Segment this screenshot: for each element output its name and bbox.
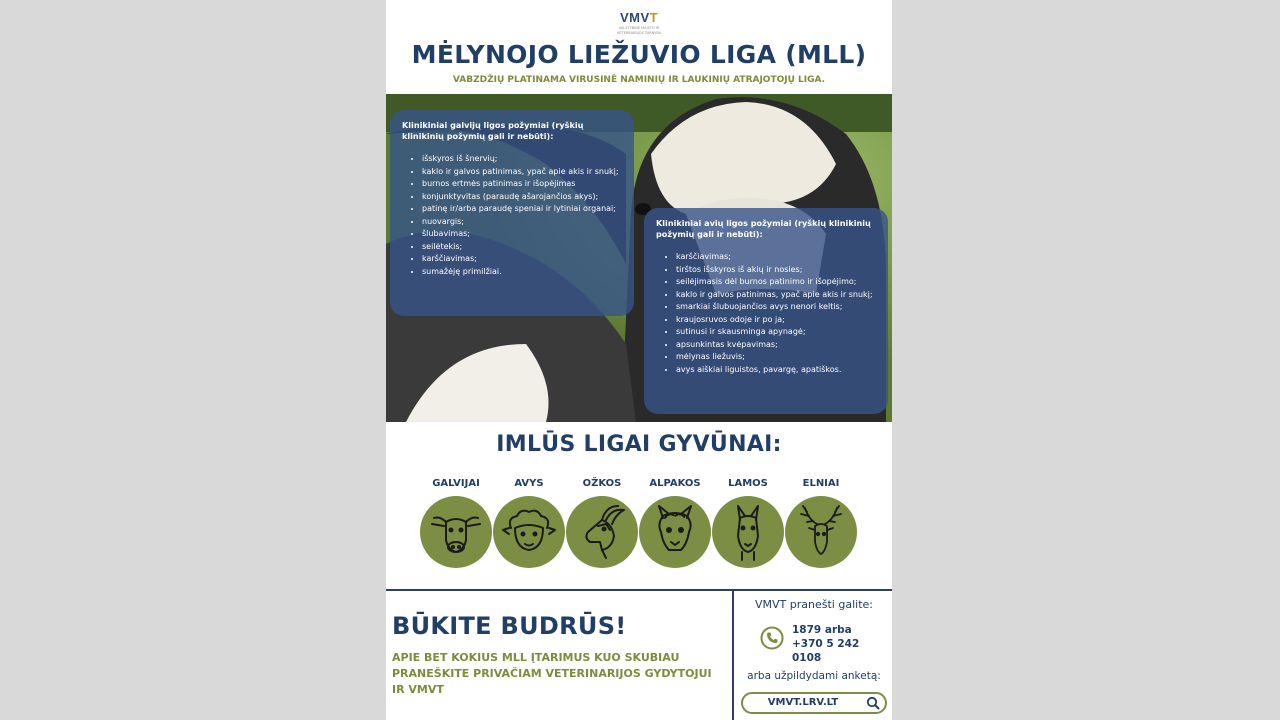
alert-text: APIE BET KOKIUS MLL ĮTARIMUS KUO SKUBIAU PRANEŠKITE PRIVAČIAM VETERINARIJOS GYDYTOJUI IR VMVT <box>392 651 712 696</box>
animal-llama <box>708 476 788 568</box>
logo-mark: T <box>649 10 659 25</box>
animal-cattle <box>416 476 496 568</box>
cow-icon <box>420 496 492 568</box>
cattle-symptoms-box <box>390 110 634 316</box>
animal-deer <box>781 476 861 568</box>
cattle-symptoms-heading: Klinikiniai galvijų ligos požymiai (ryškių klinikinių požymių gali ir nebūti): <box>402 120 584 141</box>
vmvt-logo <box>386 10 892 35</box>
animal-goat <box>562 476 642 568</box>
goat-icon <box>566 496 638 568</box>
list-item: • nuovargis; <box>422 216 624 229</box>
contact-title: VMVT pranešti galite: <box>755 598 873 611</box>
list-item: • karščiavimas; <box>422 253 624 266</box>
list-item: • avys aiškiai liguistos, pavargę, apatiškos. <box>676 364 878 377</box>
list-item: • seilėjimasis dėl burnos patinimo ir išopėjimo; <box>676 276 878 289</box>
sheep-symptoms-list <box>656 251 878 376</box>
phone-line-2: +370 5 242 0108 <box>792 638 860 664</box>
list-item: • patinę ir/arba paraudę speniai ir lytiniai organai; <box>422 203 624 216</box>
list-item: • išskyros iš šnervių; <box>422 153 624 166</box>
logo-subtitle-2: VETERINARIJOS TARNYBA <box>616 31 662 35</box>
list-item: • karščiavimas; <box>676 251 878 264</box>
animal-alpaca <box>635 476 715 568</box>
list-item: • sutinusi ir skausminga apynagė; <box>676 326 878 339</box>
sheep-icon <box>493 496 565 568</box>
list-item: • tirštos išskyros iš akių ir nosies; <box>676 264 878 277</box>
list-item: • sumažėję primilžiai. <box>422 266 624 279</box>
phone-line-1: 1879 arba <box>792 624 852 636</box>
deer-icon <box>785 496 857 568</box>
cattle-symptoms-list <box>402 153 624 278</box>
website-text: VMVT.LRV.LT <box>767 697 839 708</box>
animal-label: AVYS <box>514 478 544 489</box>
alert-title: BŪKITE BUDRŪS! <box>392 612 627 640</box>
list-item: • mėlynas liežuvis; <box>676 351 878 364</box>
poster-title: MĖLYNOJO LIEŽUVIO LIGA (MLL) <box>411 40 867 69</box>
sheep-symptoms-box <box>644 208 888 414</box>
animal-label: LAMOS <box>728 478 768 489</box>
list-item: • kaklo ir galvos patinimas, ypač apie akis ir snukį; <box>676 289 878 302</box>
sheep-symptoms-heading: Klinikiniai avių ligos požymiai (ryškių klinikinių požymių gali ir nebūti): <box>656 218 871 239</box>
form-title: arba užpildydami anketą: <box>747 670 881 682</box>
list-item: • konjunktyvitas (paraudę ašarojančios akys); <box>422 191 624 204</box>
search-icon <box>866 696 880 710</box>
divider-horizontal <box>386 589 892 591</box>
alpaca-icon <box>639 496 711 568</box>
website-link[interactable] <box>741 692 887 714</box>
list-item: • kraujosruvos odoje ir po ja; <box>676 314 878 327</box>
animal-label: GALVIJAI <box>432 478 480 489</box>
divider-vertical <box>732 591 734 720</box>
list-item: • smarkiai šlubuojančios avys nenori keltis; <box>676 301 878 314</box>
list-item: • kaklo ir galvos patinimas, ypač apie akis ir snukį; <box>422 166 624 179</box>
phone-icon <box>760 626 784 650</box>
list-item: • apsunkintas kvėpavimas; <box>676 339 878 352</box>
logo-subtitle-1: VALSTYBINĖ MAISTO IR <box>618 26 660 30</box>
list-item: • seilėtekis; <box>422 241 624 254</box>
poster-subtitle: VABZDŽIŲ PLATINAMA VIRUSINĖ NAMINIŲ IR LAUKINIŲ ATRAJOTOJŲ LIGA. <box>452 75 826 85</box>
susceptible-animals-title: IMLŪS LIGAI GYVŪNAI: <box>496 432 782 457</box>
llama-icon <box>712 496 784 568</box>
animal-label: ELNIAI <box>802 478 840 489</box>
animal-sheep <box>489 476 569 568</box>
list-item: • šlubavimas; <box>422 228 624 241</box>
poster <box>386 0 892 720</box>
cow-photo <box>386 94 892 422</box>
animal-label: ALPAKOS <box>649 478 701 489</box>
animal-label: OŽKOS <box>582 478 622 489</box>
list-item: • burnos ertmės patinimas ir išopėjimas <box>422 178 624 191</box>
logo-word: VMV <box>619 10 650 25</box>
phone-numbers[interactable] <box>792 623 892 665</box>
